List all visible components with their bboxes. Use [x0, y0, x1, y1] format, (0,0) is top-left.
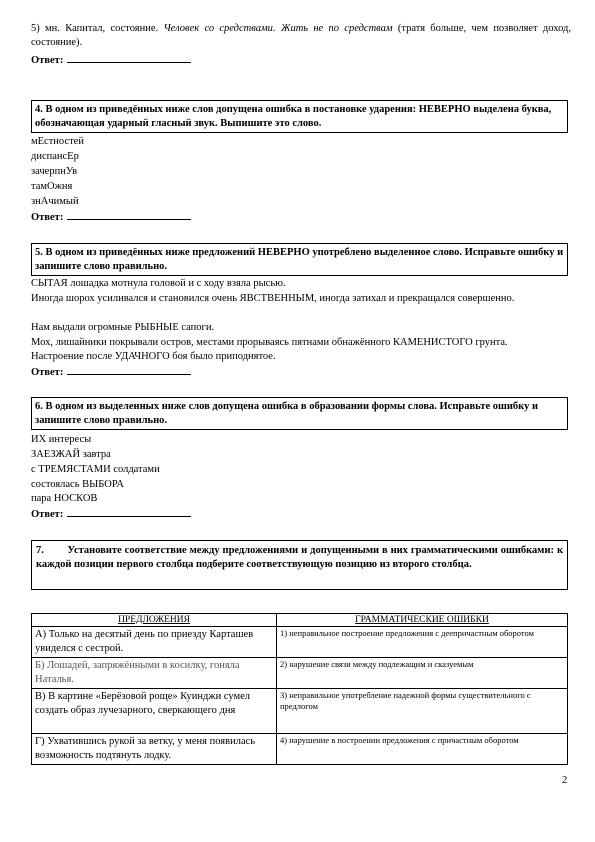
page-number: 2: [562, 775, 568, 786]
q4-word: зачерпнУв: [31, 166, 78, 177]
table-row: [32, 658, 568, 689]
matching-table: [31, 613, 568, 765]
answer-line-q6: [31, 506, 191, 522]
error-cell: 1) неправильное построение предложения с деепричастным оборотом: [277, 627, 568, 658]
question-6-prompt: 6. В одном из выделенных ниже слов допущена ошибка в образовании формы слова. Исправьте ошибку и запишите слово правильно.: [31, 397, 568, 430]
q4-word: мЕстностей: [31, 136, 84, 147]
q5-sentence: Иногда шорох усиливался и становился очень ЯВСТВЕННЫМ, иногда затихал и прекращался совершенно.: [31, 293, 515, 304]
error-cell: 4) нарушение в построении предложения с причастным оборотом: [277, 734, 568, 765]
q5-sentence: СЫТАЯ лошадка мотнула головой и с ходу взяла рысью.: [31, 278, 286, 289]
q4-word: знАчимый: [31, 196, 79, 207]
table-header-row: [32, 614, 568, 627]
intro-text-2: (тратя больше, чем позволяет доход, состояние).: [31, 23, 572, 48]
answer-label: Ответ:: [31, 55, 64, 66]
intro-paragraph: [31, 22, 571, 50]
sentence-cell: Г) Ухватившись рукой за ветку, у меня появилась возможность подтянуть лодку.: [32, 734, 277, 765]
q6-word: состоялась ВЫБОРА: [31, 479, 124, 490]
q5-sentence: Настроение после УДАЧНОГО боя было приподнятое.: [31, 351, 276, 362]
column-header-sentences: ПРЕДЛОЖЕНИЯ: [32, 614, 277, 627]
question-4-prompt: 4. В одном из приведённых ниже слов допущена ошибка в постановке ударения: НЕВЕРНО выделена буква, обозначающая ударный гласный звук. Выпишите это слово.: [31, 100, 568, 133]
answer-field[interactable]: [67, 52, 191, 63]
error-cell: 3) неправильное употребление падежной формы существительного с предлогом: [277, 689, 568, 734]
sentence-cell: В) В картине «Берёзовой роще» Куинджи сумел создать образ лучезарного, сверкающего дня: [32, 689, 277, 734]
table-row: [32, 734, 568, 765]
sentence-cell: А) Только на десятый день по приезду Карташев увиделся с сестрой.: [32, 627, 277, 658]
question-7-prompt: [31, 540, 568, 590]
intro-example: Человек со средствами. Жить не по средствам: [163, 23, 393, 34]
answer-line-q4: [31, 209, 191, 225]
q6-word: пара НОСКОВ: [31, 493, 98, 504]
answer-label: Ответ:: [31, 367, 64, 378]
sentence-cell: Б) Лошадей, запряжёнными в косилку, гоняла Наталья.: [32, 658, 277, 689]
answer-line-intro: [31, 52, 191, 68]
column-header-errors: ГРАММАТИЧЕСКИЕ ОШИБКИ: [277, 614, 568, 627]
error-cell: 2) нарушение связи между подлежащим и сказуемым: [277, 658, 568, 689]
q4-word: диспансЕр: [31, 151, 79, 162]
answer-line-q5: [31, 364, 191, 380]
answer-label: Ответ:: [31, 212, 64, 223]
intro-text: 5) мн. Капитал, состояние.: [31, 23, 159, 34]
answer-field[interactable]: [67, 506, 191, 517]
table-row: [32, 627, 568, 658]
q6-word: ЗАЕЗЖАЙ завтра: [31, 449, 111, 460]
q4-word: тамОжня: [31, 181, 73, 192]
question-5-prompt: 5. В одном из приведённых ниже предложений НЕВЕРНО употреблено выделенное слово. Исправьте ошибку и запишите слово правильно.: [31, 243, 568, 276]
q6-word: ИХ интересы: [31, 434, 92, 445]
q5-sentence: Нам выдали огромные РЫБНЫЕ сапоги.: [31, 322, 215, 333]
answer-field[interactable]: [67, 209, 191, 220]
table-row: [32, 689, 568, 734]
q5-sentence: Мох, лишайники покрывали остров, местами прорываясь пятнами обнажённого КАМЕНИСТОГО грунта.: [31, 337, 508, 348]
answer-label: Ответ:: [31, 509, 64, 520]
q6-word: с ТРЕМЯСТАМИ солдатами: [31, 464, 160, 475]
question-7-number: 7.: [36, 545, 44, 556]
answer-field[interactable]: [67, 364, 191, 375]
question-7-text: Установите соответствие между предложениями и допущенными в них грамматическими ошибками: к каждой позиции первого столбца подберите соответствующую позицию из второго столбца.: [36, 545, 563, 570]
